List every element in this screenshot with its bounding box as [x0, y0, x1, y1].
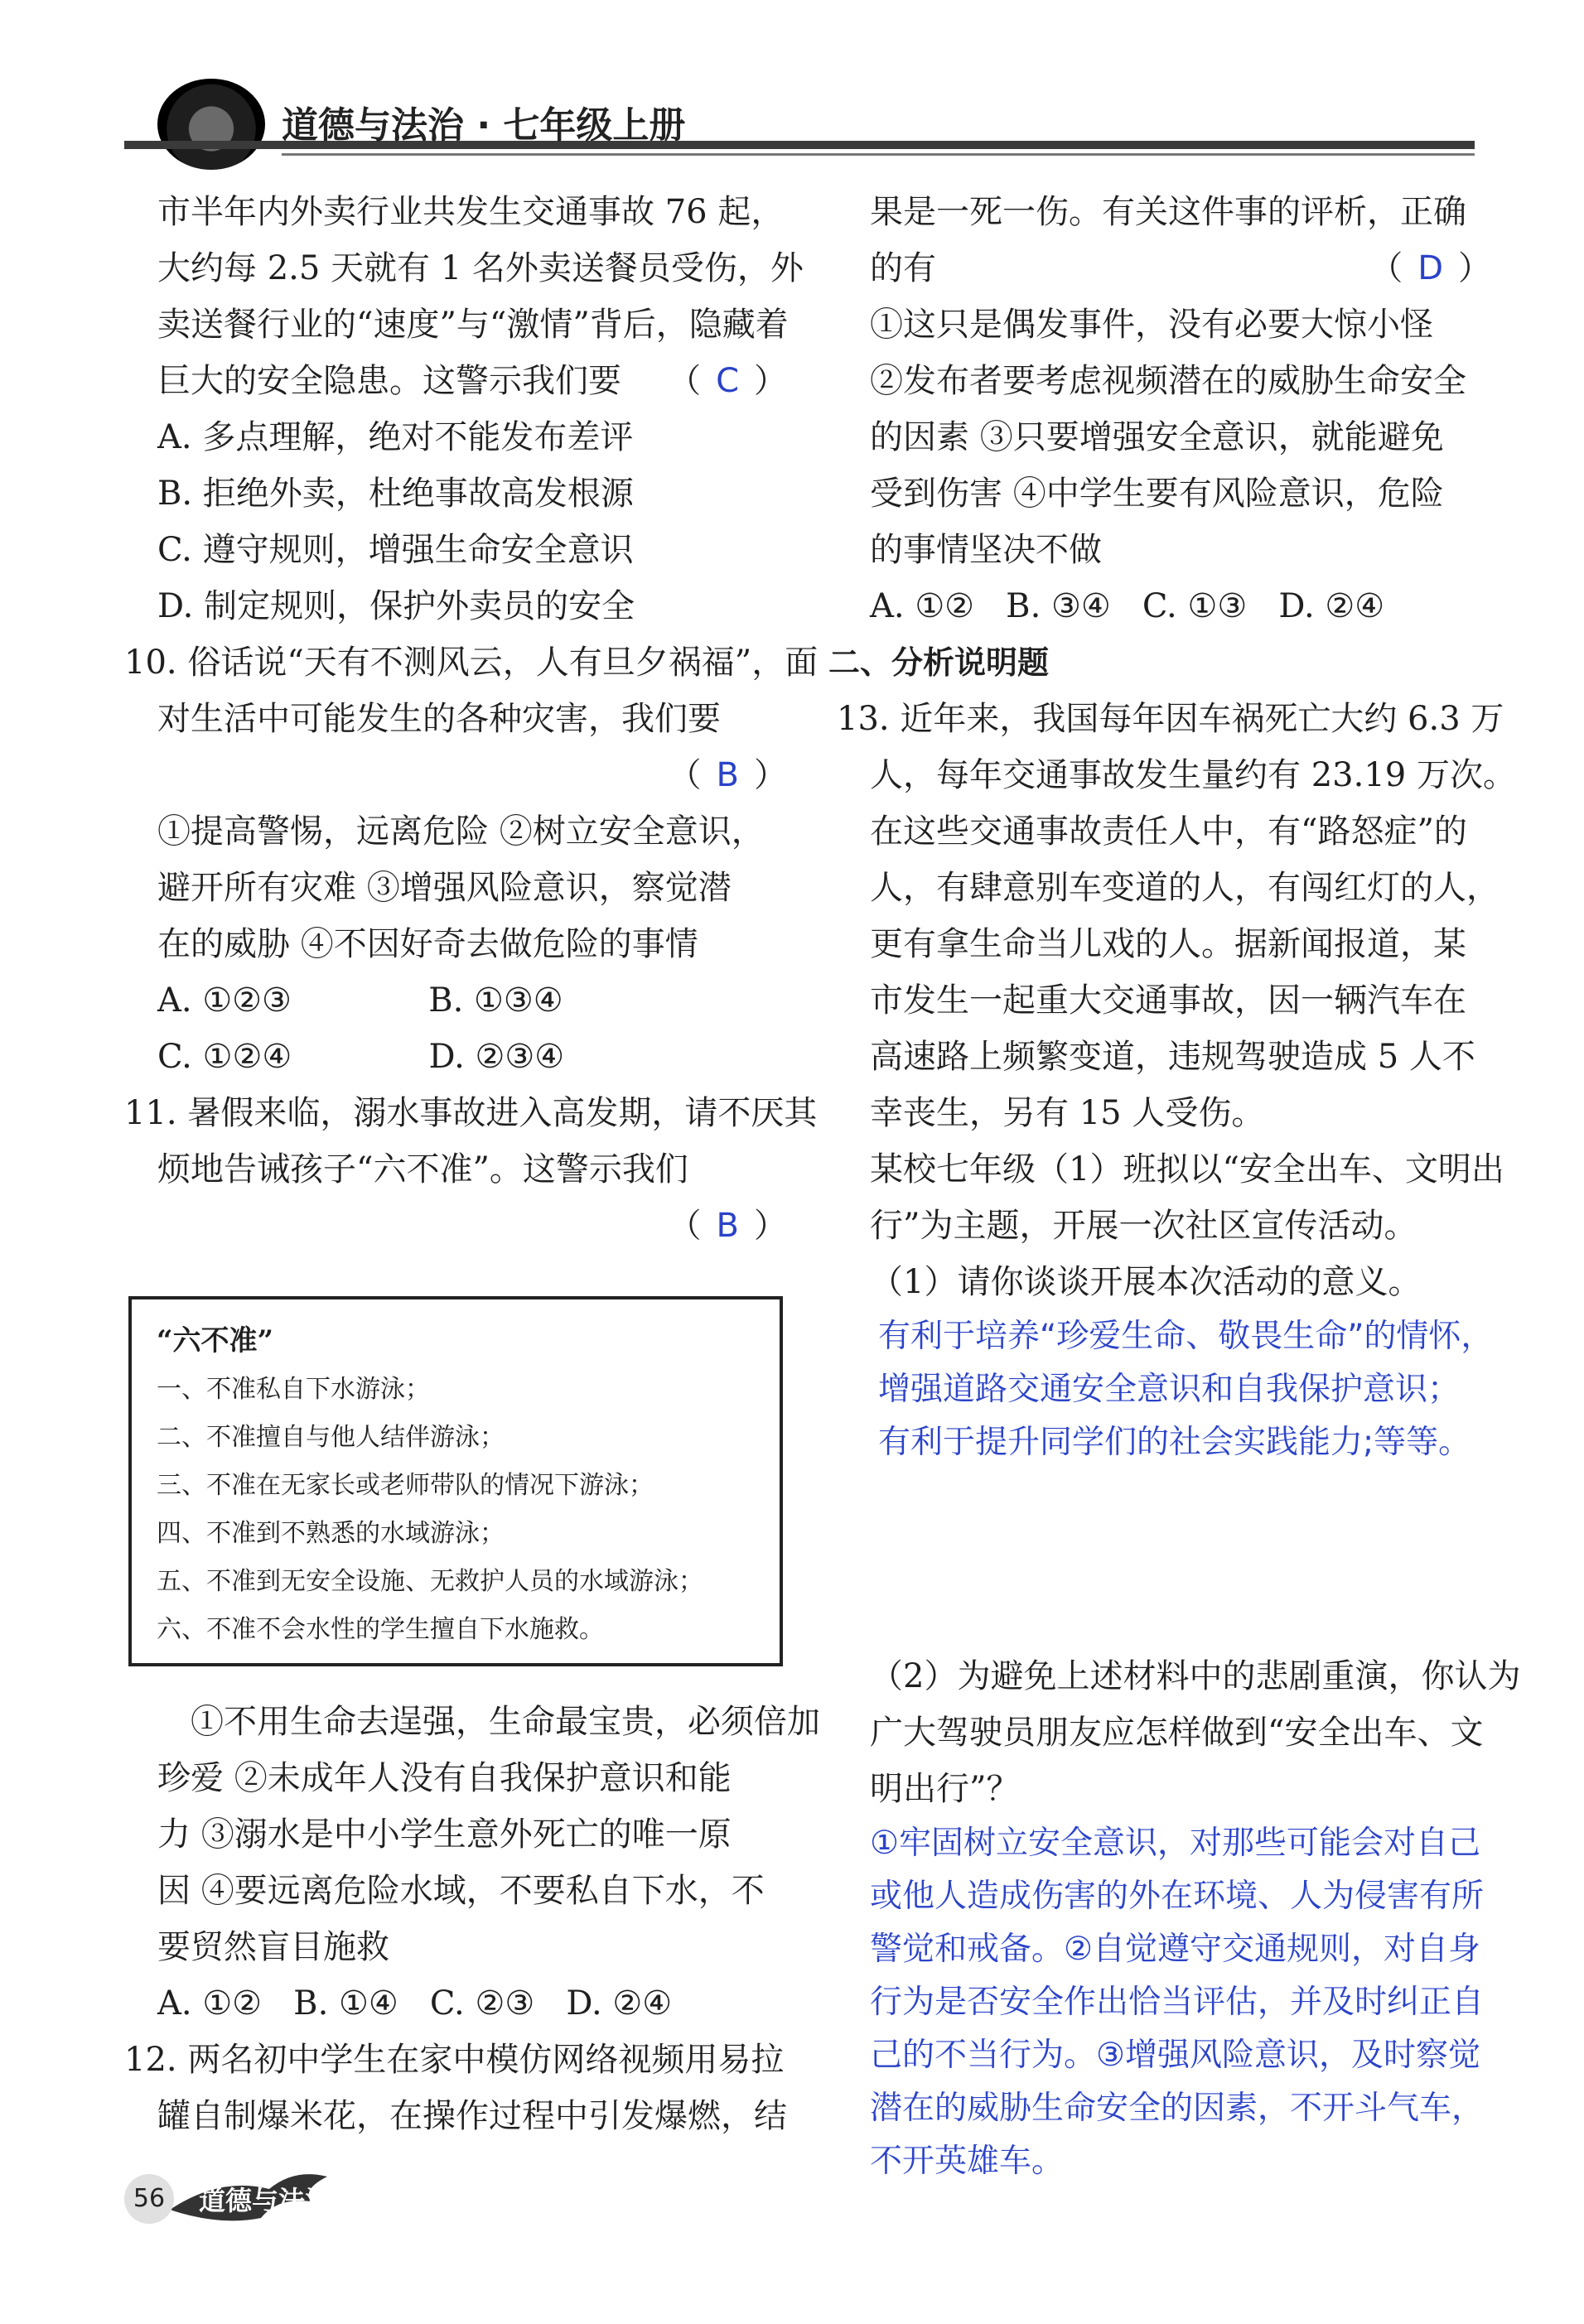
- q12-stem: 果是一死一伤。有关这件事的评析，正确: [870, 193, 1466, 231]
- box-rule: 六、不准不会水性的学生擅自下水施救。: [157, 1615, 604, 1644]
- q9-stem-end: 巨大的安全隐患。这警示我们要: [157, 362, 621, 400]
- q11-stem: 11. 暑假来临，溺水事故进入高发期，请不厌其: [124, 1094, 818, 1132]
- header-title: 道德与法治 · 七年级上册: [282, 104, 686, 147]
- q13-sub1-prompt: （1）请你谈谈开展本次活动的意义。: [870, 1263, 1422, 1301]
- q12-stem: [870, 240, 1499, 297]
- q13-sub2-answer: 不开英雄车。: [870, 2143, 1065, 2180]
- q10-stem: 对生活中可能发生的各种灾害，我们要: [157, 700, 721, 738]
- q9-option: D. 制定规则，保护外卖员的安全: [157, 587, 635, 625]
- q10-option: A. ①②③ B. ①③④: [157, 981, 563, 1020]
- q13-stem: 更有拿生命当儿戏的人。据新闻报道，某: [870, 925, 1466, 963]
- q11-item: 力 ③溺水是中小学生意外死亡的唯一原: [157, 1815, 732, 1854]
- q13-sub2-prompt: 广大驾驶员朋友应怎样做到“安全出车、文: [870, 1714, 1484, 1752]
- q13-stem: 高速路上频繁变道，违规驾驶造成 5 人不: [870, 1038, 1475, 1076]
- q11-item: ①不用生命去逞强，生命最宝贵，必须倍加: [191, 1703, 820, 1741]
- q11-answer-bracket: （ B ）: [668, 1207, 787, 1245]
- q10-item: ①提高警惕，远离危险 ②树立安全意识，: [157, 812, 765, 851]
- box-rule: 一、不准私自下水游泳；: [157, 1375, 430, 1404]
- q12-stem: 12. 两名初中学生在家中模仿网络视频用易拉: [124, 2041, 785, 2079]
- q13-sub2-answer: 潜在的威胁生命安全的因素，不开斗气车，: [870, 2090, 1485, 2127]
- q13-stem: 幸丧生，另有 15 人受伤。: [870, 1094, 1265, 1132]
- q10-answer-bracket: （ B ）: [668, 756, 787, 794]
- q13-sub1-answer: 有利于培养“珍爱生命、敬畏生命”的情怀，: [878, 1318, 1494, 1355]
- q13-stem: 人，有肆意别车变道的人，有闯红灯的人，: [870, 869, 1499, 907]
- q10-stem: 10. 俗话说“天有不测风云，人有旦夕祸福”，面: [124, 644, 819, 682]
- q13-stem: 市发生一起重大交通事故，因一辆汽车在: [870, 981, 1466, 1020]
- q9-line: 大约每 2.5 天就有 1 名外卖送餐员受伤，外: [157, 249, 804, 287]
- q13-sub1-answer: 有利于提升同学们的社会实践能力;等等。: [878, 1424, 1471, 1461]
- q12-item: 的事情坚决不做: [870, 531, 1102, 569]
- q12-item: ①这只是偶发事件，没有必要大惊小怪: [870, 306, 1433, 344]
- q13-sub2-answer: 警觉和戒备。②自觉遵守交通规则，对自身: [870, 1931, 1480, 1968]
- q9-option: C. 遵守规则，增强生命安全意识: [157, 531, 634, 569]
- q9-answer-bracket: （ C ）: [668, 362, 787, 400]
- q11-answer: B: [716, 1207, 739, 1245]
- q13-stem: 13. 近年来，我国每年因车祸死亡大约 6.3 万: [837, 700, 1504, 738]
- q12-item: 受到伤害 ④中学生要有风险意识，危险: [870, 475, 1444, 513]
- q13-stem: 某校七年级（1）班拟以“安全出车、文明出: [870, 1150, 1504, 1189]
- box-rule: 五、不准到无安全设施、无救护人员的水域游泳；: [157, 1567, 703, 1596]
- q13-stem: 在这些交通事故责任人中，有“路怒症”的: [870, 812, 1467, 851]
- q12-stem: 罐自制爆米花，在操作过程中引发爆燃，结: [157, 2097, 787, 2135]
- q13-sub2-answer: 行为是否安全作出恰当评估，并及时纠正自: [870, 1984, 1485, 2021]
- page-header: [124, 79, 1475, 162]
- section-title: 二、分析说明题: [828, 644, 1050, 681]
- q13-sub2-answer: ①牢固树立安全意识，对那些可能会对自己: [870, 1825, 1480, 1862]
- q10-item: 避开所有灾难 ③增强风险意识，察觉潜: [157, 869, 732, 907]
- q9-option: B. 拒绝外卖，杜绝事故高发根源: [157, 475, 634, 513]
- q13-sub2-prompt: 明出行”？: [870, 1770, 1020, 1808]
- q9-line: [157, 353, 795, 409]
- q13-stem: 行”为主题，开展一次社区宣传活动。: [870, 1207, 1417, 1245]
- q12-item: ②发布者要考虑视频潜在的威胁生命安全: [870, 362, 1466, 400]
- q9-line: 卖送餐行业的“速度”与“激情”背后，隐藏着: [157, 306, 789, 344]
- q13-sub2-prompt: （2）为避免上述材料中的悲剧重演，你认为: [870, 1657, 1521, 1695]
- dragon-logo-icon: [157, 79, 265, 170]
- left-column: [124, 184, 819, 1254]
- box-rule: 二、不准擅自与他人结伴游泳；: [157, 1423, 505, 1452]
- box-title: “六不准”: [157, 1324, 274, 1357]
- q9-answer: C: [716, 362, 739, 400]
- q11-stem: 烦地告诫孩子“六不准”。这警示我们: [157, 1150, 688, 1189]
- q9-option: A. 多点理解，绝对不能发布差评: [157, 418, 634, 456]
- q13-sub2-answer: 己的不当行为。③增强风险意识，及时察觉: [870, 2037, 1480, 2074]
- q9-line: 市半年内外卖行业共发生交通事故 76 起，: [157, 193, 785, 231]
- q10-option: C. ①②④ D. ②③④: [157, 1038, 565, 1076]
- q13-sub1-answer: 增强道路交通安全意识和自我保护意识；: [878, 1371, 1461, 1408]
- q13-stem: 人，每年交通事故发生量约有 23.19 万次。: [870, 756, 1516, 794]
- right-column-lower: [870, 1648, 1521, 2188]
- right-column: [828, 184, 1516, 1469]
- box-rule: 三、不准在无家长或老师带队的情况下游泳；: [157, 1471, 654, 1500]
- q10-answer: B: [716, 756, 739, 794]
- header-divider-thin: [282, 153, 1475, 156]
- q12-answer-bracket: （ D ）: [1369, 249, 1491, 287]
- q12-item: 的因素 ③只要增强安全意识，就能避免: [870, 418, 1444, 456]
- left-column-lower: [124, 1694, 820, 2144]
- q11-item: 珍爱 ②未成年人没有自我保护意识和能: [157, 1759, 732, 1797]
- q12-options: A. ①② B. ③④ C. ①③ D. ②④: [870, 587, 1385, 625]
- box-rule: 四、不准到不熟悉的水域游泳；: [157, 1519, 505, 1548]
- q12-answer: D: [1417, 249, 1443, 287]
- q11-item: 因 ④要远离危险水域，不要私自下水，不: [157, 1872, 765, 1910]
- q12-stem-end: 的有: [870, 249, 936, 287]
- q11-options: A. ①② B. ①④ C. ②③ D. ②④: [157, 1984, 673, 2023]
- q13-sub2-answer: 或他人造成伤害的外在环境、人为侵害有所: [870, 1878, 1485, 1915]
- six-rules-box: [128, 1296, 783, 1666]
- q10-item: 在的威胁 ④不因好奇去做危险的事情: [157, 925, 698, 963]
- q11-item: 要贸然盲目施救: [157, 1928, 389, 1966]
- footer-title: 道德与法治: [199, 2185, 332, 2216]
- page-number: 56: [124, 2174, 174, 2224]
